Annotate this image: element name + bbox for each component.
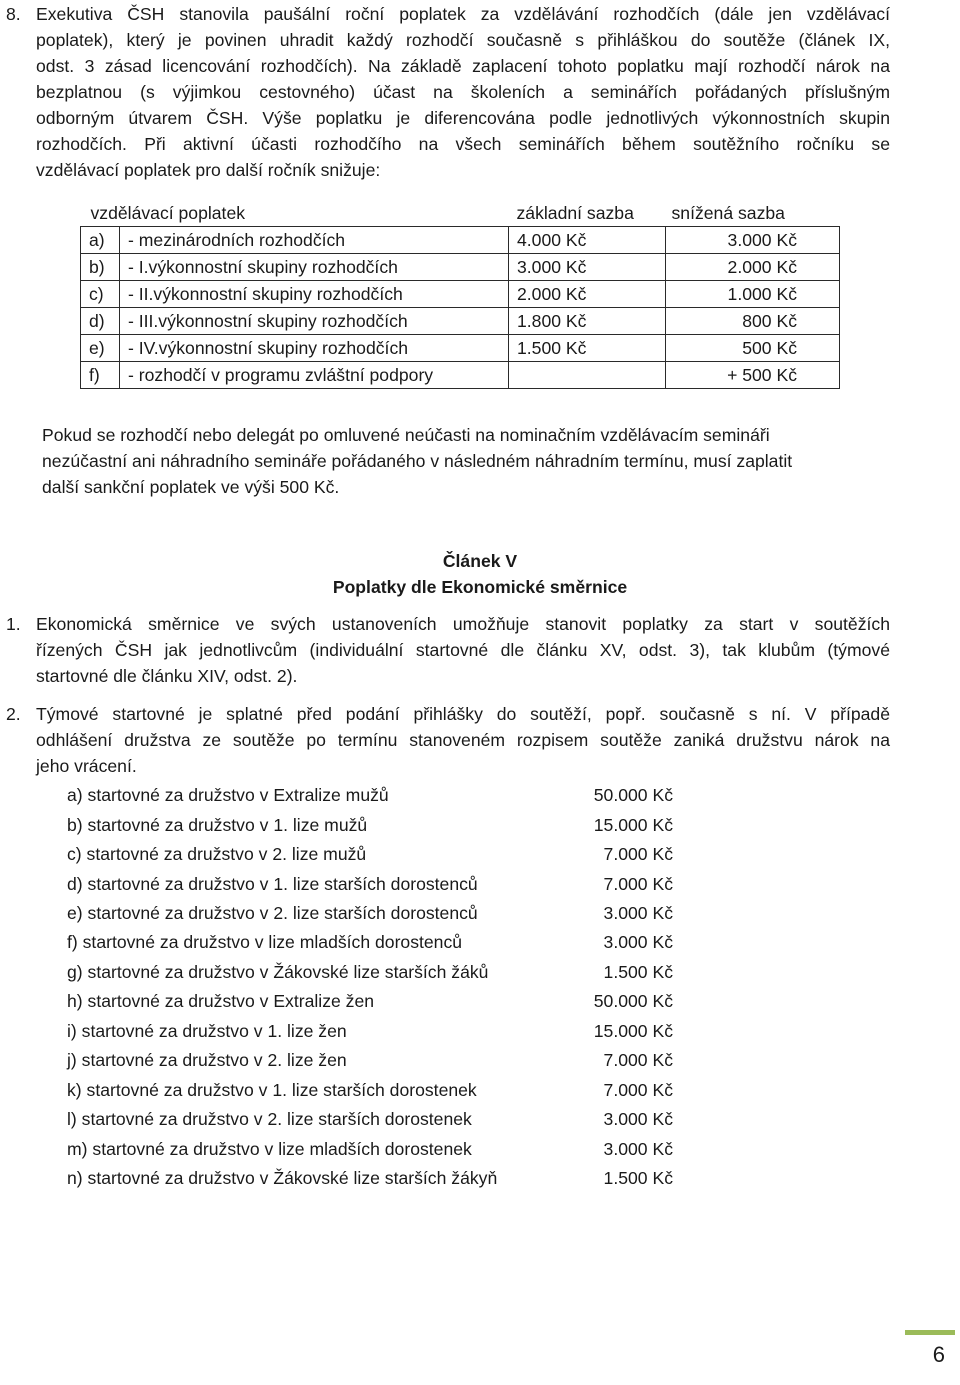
team-fee-row <box>67 900 673 926</box>
row-letter: a) <box>81 227 120 254</box>
team-fee-label: a) startovné za družstvo v Extralize mužů <box>67 785 389 805</box>
team-fee-row <box>67 1018 673 1044</box>
row-label: - IV.výkonnostní skupiny rozhodčích <box>120 335 509 362</box>
row-letter: d) <box>81 308 120 335</box>
team-fee-amount: 7.000 Kč <box>603 844 673 864</box>
table-header-row <box>81 199 840 227</box>
row-base-rate: 3.000 Kč <box>509 254 666 281</box>
article-title: Článek V <box>442 551 518 571</box>
team-fee-row <box>67 959 673 985</box>
team-fee-amount: 1.500 Kč <box>603 1168 673 1188</box>
team-fee-amount: 7.000 Kč <box>603 1080 673 1100</box>
note-line: nezúčastní ani náhradního semináře pořádaného v následném náhradním termínu, musí zaplatit <box>42 451 793 471</box>
team-fee-row <box>67 1106 673 1132</box>
table-row <box>81 281 840 308</box>
page-number: 6 <box>932 1342 945 1367</box>
paragraph-line: odhlášení družstva ze soutěže po termínu stanoveném rozpisem soutěže zaniká družstvu nárok na <box>36 730 890 750</box>
row-label: - I.výkonnostní skupiny rozhodčích <box>120 254 509 281</box>
item-2-paragraph <box>36 701 890 779</box>
team-fee-row <box>67 1047 673 1073</box>
row-reduced-rate: 1.000 Kč <box>666 281 840 308</box>
team-fee-label: l) startovné za družstvo v 2. lize starších dorostenek <box>67 1109 472 1129</box>
paragraph-line: odst. 3 zásad licencování rozhodčích). Na základě zaplacení tohoto poplatku mají rozhodčí nárok na <box>36 56 890 76</box>
team-fee-row <box>67 1077 673 1103</box>
row-letter: e) <box>81 335 120 362</box>
row-base-rate <box>509 362 666 389</box>
row-reduced-rate: 800 Kč <box>666 308 840 335</box>
team-fee-amount: 7.000 Kč <box>603 874 673 894</box>
team-fee-amount: 3.000 Kč <box>603 1139 673 1159</box>
header-fee-label: vzdělávací poplatek <box>90 202 246 223</box>
team-fee-row <box>67 988 673 1014</box>
paragraph-line: poplatek), který je povinen uhradit každý rozhodčí současně s přihláškou do soutěže (článek IX, <box>36 30 890 50</box>
team-fee-row <box>67 841 673 867</box>
table-row <box>81 335 840 362</box>
team-fee-amount: 3.000 Kč <box>603 1109 673 1129</box>
article-subtitle: Poplatky dle Ekonomické směrnice <box>332 577 628 597</box>
team-fee-amount: 50.000 Kč <box>593 991 673 1011</box>
table-row <box>81 308 840 335</box>
team-fee-label: g) startovné za družstvo v Žákovské lize starších žáků <box>67 962 489 982</box>
team-fee-label: d) startovné za družstvo v 1. lize starších dorostenců <box>67 874 478 894</box>
team-fee-amount: 7.000 Kč <box>603 1050 673 1070</box>
team-fee-row <box>67 1136 673 1162</box>
team-fee-row <box>67 812 673 838</box>
team-fee-row <box>67 782 673 808</box>
item-8-paragraph <box>36 1 890 183</box>
item-8-number: 8. <box>6 4 21 24</box>
team-fee-label: i) startovné za družstvo v 1. lize žen <box>67 1021 347 1041</box>
row-base-rate: 2.000 Kč <box>509 281 666 308</box>
team-fee-label: b) startovné za družstvo v 1. lize mužů <box>67 815 368 835</box>
row-base-rate: 1.500 Kč <box>509 335 666 362</box>
paragraph-line: bezplatnou (s výjimkou cestovného) účast na školeních a seminářích pořádaných příslušným <box>36 82 890 102</box>
row-label: - mezinárodních rozhodčích <box>120 227 509 254</box>
row-reduced-rate: 500 Kč <box>666 335 840 362</box>
row-letter: c) <box>81 281 120 308</box>
team-fee-amount: 15.000 Kč <box>593 1021 673 1041</box>
team-fee-label: m) startovné za družstvo v lize mladších dorostenek <box>67 1139 472 1159</box>
paragraph-line: vzdělávací poplatek pro další ročník snižuje: <box>36 160 381 180</box>
paragraph-line: řízených ČSH jak jednotlivcům (individuální startovné dle článku XV, odst. 3), tak klubům (týmové <box>36 640 890 660</box>
header-reduced-rate: snížená sazba <box>671 202 785 223</box>
paragraph-line: Ekonomická směrnice ve svých ustanoveních umožňuje stanovit poplatky za start v soutěžích <box>36 614 890 634</box>
item-1-number: 1. <box>6 614 21 634</box>
team-fee-amount: 1.500 Kč <box>603 962 673 982</box>
table-row <box>81 362 840 389</box>
row-label: - rozhodčí v programu zvláštní podpory <box>120 362 509 389</box>
paragraph-line: jeho vrácení. <box>36 756 137 776</box>
note-line: další sankční poplatek ve výši 500 Kč. <box>42 477 340 497</box>
row-base-rate: 1.800 Kč <box>509 308 666 335</box>
paragraph-line: odborným útvarem ČSH. Výše poplatku je diferencována podle jednotlivých výkonnostních skupin <box>36 108 890 128</box>
team-fee-label: h) startovné za družstvo v Extralize žen <box>67 991 375 1011</box>
row-reduced-rate: 3.000 Kč <box>666 227 840 254</box>
table-row <box>81 227 840 254</box>
item-2-number: 2. <box>6 704 21 724</box>
team-fee-amount: 50.000 Kč <box>593 785 673 805</box>
row-label: - II.výkonnostní skupiny rozhodčích <box>120 281 509 308</box>
team-fee-label: n) startovné za družstvo v Žákovské lize starších žákyň <box>67 1168 498 1188</box>
row-reduced-rate: + 500 Kč <box>666 362 840 389</box>
team-fee-row <box>67 1165 673 1191</box>
paragraph-line: startovné dle článku XIV, odst. 2). <box>36 666 298 686</box>
row-letter: b) <box>81 254 120 281</box>
team-fee-row <box>67 929 673 955</box>
team-fee-label: k) startovné za družstvo v 1. lize starších dorostenek <box>67 1080 477 1100</box>
team-fee-amount: 3.000 Kč <box>603 932 673 952</box>
table-row <box>81 254 840 281</box>
team-fee-row <box>67 871 673 897</box>
row-reduced-rate: 2.000 Kč <box>666 254 840 281</box>
row-base-rate: 4.000 Kč <box>509 227 666 254</box>
row-letter: f) <box>81 362 120 389</box>
note-line: Pokud se rozhodčí nebo delegát po omluvené neúčasti na nominačním vzdělávacím semináři <box>42 425 770 445</box>
paragraph-line: Týmové startovné je splatné před podání přihlášky do soutěží, popř. současně s ní. V případě <box>36 704 890 724</box>
row-label: - III.výkonnostní skupiny rozhodčích <box>120 308 509 335</box>
team-fee-amount: 3.000 Kč <box>603 903 673 923</box>
team-fee-label: j) startovné za družstvo v 2. lize žen <box>67 1050 347 1070</box>
education-fee-table <box>80 199 840 389</box>
team-fee-label: c) startovné za družstvo v 2. lize mužů <box>67 844 367 864</box>
team-fee-label: f) startovné za družstvo v lize mladších dorostenců <box>67 932 463 952</box>
team-fee-amount: 15.000 Kč <box>593 815 673 835</box>
paragraph-line: Exekutiva ČSH stanovila paušální roční poplatek za vzdělávání rozhodčích (dále jen vzdělávací <box>36 4 890 24</box>
page-number-rule <box>905 1330 955 1335</box>
penalty-note <box>42 422 872 500</box>
header-base-rate: základní sazba <box>516 202 634 223</box>
paragraph-line: rozhodčích. Při aktivní účasti rozhodčího na všech seminářích během soutěžního ročníku se <box>36 134 890 154</box>
item-1-paragraph <box>36 611 890 689</box>
team-fee-label: e) startovné za družstvo v 2. lize starších dorostenců <box>67 903 478 923</box>
